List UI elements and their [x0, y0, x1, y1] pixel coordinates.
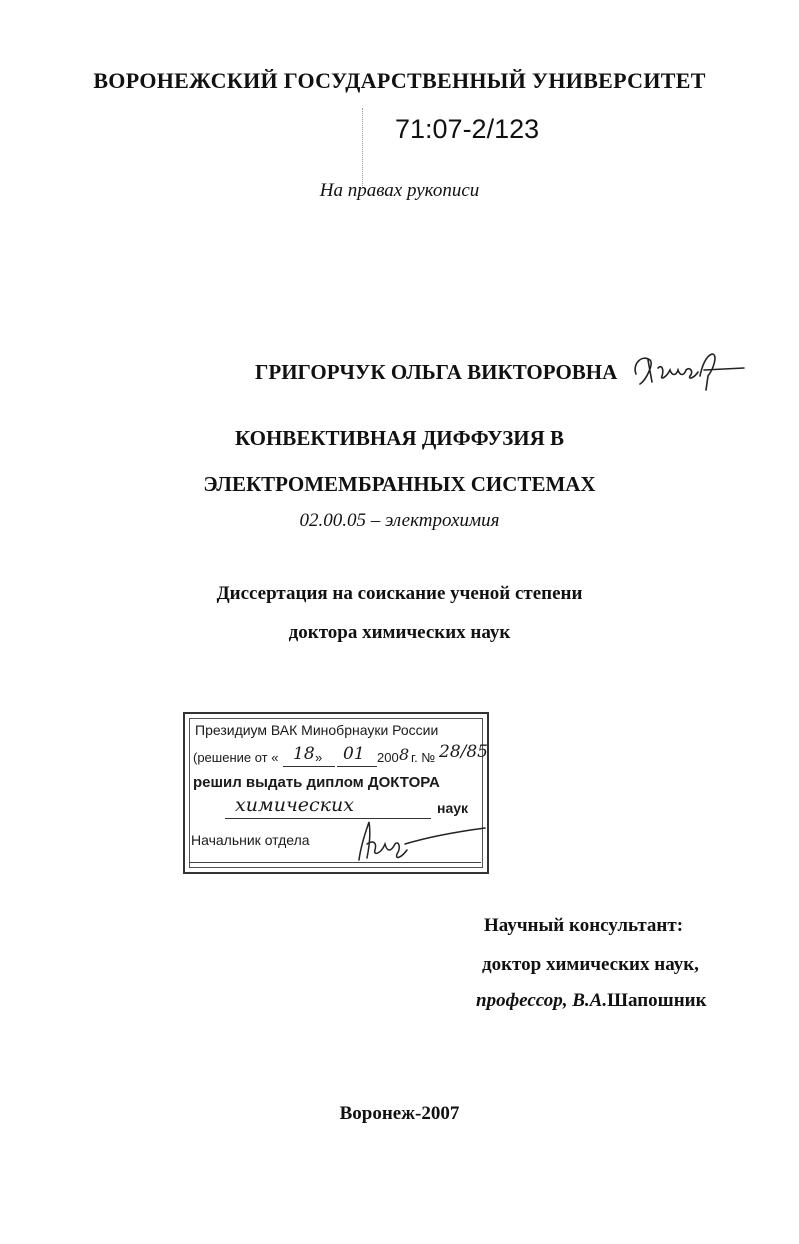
stamp-day-close: » [315, 750, 323, 765]
specialty-code: 02.00.05 – электрохимия [299, 510, 500, 531]
author-signature-text: Григ [628, 346, 630, 347]
stamp-line-1: Президиум ВАК Минобрнауки России [195, 722, 439, 738]
stamp-day-underline [283, 766, 335, 767]
stamp-bottom-line [189, 862, 481, 863]
consultant-name [476, 990, 707, 1012]
degree-line-2: доктора химических наук [288, 622, 511, 643]
stamp-field-suffix: наук [437, 800, 469, 816]
consultant-label: Научный консультант: [484, 915, 684, 936]
stamp-number: 28/85 [439, 742, 488, 762]
stamp-field: химических [235, 794, 354, 816]
degree-line-1: Диссертация на соискание ученой степени [216, 583, 583, 604]
university-name: ВОРОНЕЖСКИЙ ГОСУДАРСТВЕННЫЙ УНИВЕРСИТЕТ [93, 68, 706, 93]
title-line-1: КОНВЕКТИВНАЯ ДИФФУЗИЯ В [234, 426, 565, 450]
manuscript-note: На правах рукописи [319, 180, 480, 201]
author-name: ГРИГОРЧУК ОЛЬГА ВИКТОРОВНА [255, 360, 618, 384]
stamp-year-prefix: 200 [377, 750, 399, 765]
stamp-line-3: решил выдать диплом ДОКТОРА [193, 774, 440, 791]
stamp-month: 01 [343, 744, 365, 764]
stamp-year-digit: 8 [399, 745, 410, 764]
stamp-year-suffix: г. № [411, 750, 436, 765]
stamp-head-label: Начальник отдела [191, 832, 310, 848]
consultant-title: профессор, [476, 990, 568, 1011]
consultant-initials: В.А. [572, 990, 608, 1011]
consultant-surname: Шапошник [607, 990, 707, 1011]
document-code: 71:07-2/123 [395, 114, 540, 144]
city-year: Воронеж-2007 [339, 1103, 460, 1124]
author-signature [628, 346, 748, 396]
stamp-month-underline [337, 766, 377, 767]
stamp-day: 18 [293, 744, 315, 764]
margin-dotted-line [362, 108, 364, 188]
stamp-decision-prefix: (решение от « [193, 750, 279, 765]
title-line-2: ЭЛЕКТРОМЕМБРАННЫХ СИСТЕМАХ [203, 472, 596, 496]
consultant-degree: доктор химических наук, [482, 954, 699, 975]
vak-stamp [183, 712, 489, 874]
